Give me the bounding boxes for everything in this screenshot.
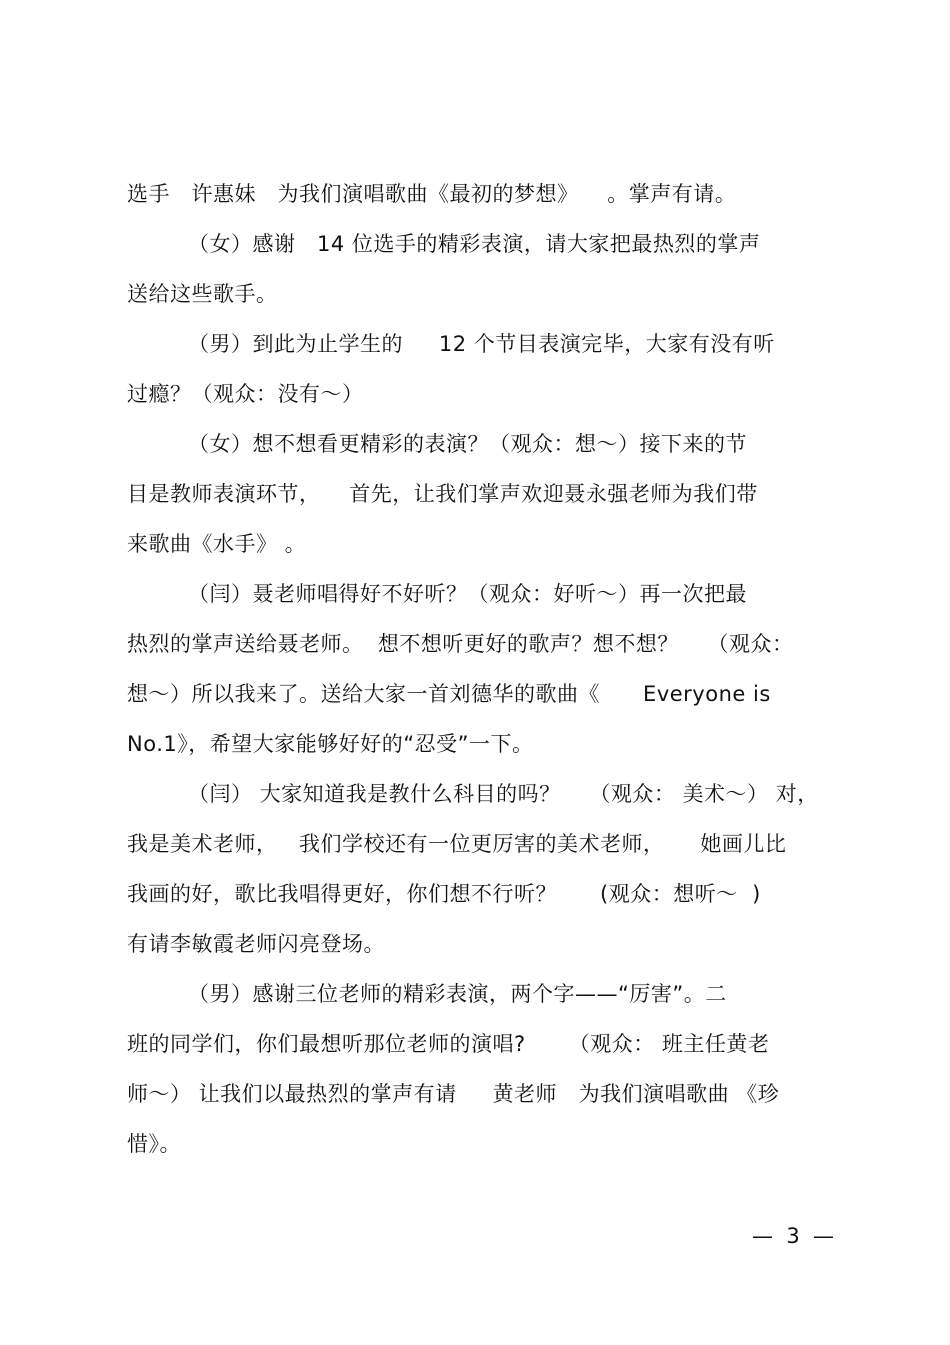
text-line: 热烈的掌声送给聂老师。 想不想听更好的歌声？想不想？ （观众： (127, 632, 794, 656)
page-number: — 3 — (752, 1224, 835, 1248)
text-line: 有请李敏霞老师闪亮登场。 (127, 932, 385, 956)
text-line: （闫）聂老师唱得好不好听？（观众：好听～）再一次把最 (188, 582, 747, 606)
text-line: 我画的好，歌比我唱得更好，你们想不行听？ (观众：想听～ ) (127, 882, 761, 906)
text-line: 惜》。 (127, 1132, 181, 1156)
text-line: 班的同学们，你们最想听那位老师的演唱? （观众： 班主任黄老 (127, 1032, 770, 1056)
text-line: （闫） 大家知道我是教什么科目的吗？ （观众： 美术～） 对， (188, 782, 819, 806)
text-line: No.1》，希望大家能够好好的“忍受”一下。 (127, 732, 534, 756)
text-line: 我是美术老师， 我们学校还有一位更厉害的美术老师， 她画儿比 (127, 832, 787, 856)
text-line: 想～）所以我来了。送给大家一首刘德华的歌曲《 Everyone is (127, 682, 771, 706)
text-line: （女）想不想看更精彩的表演？（观众：想～）接下来的节 (188, 432, 747, 456)
text-line: 目是教师表演环节， 首先，让我们掌声欢迎聂永强老师为我们带 (127, 482, 758, 506)
text-line: （男）感谢三位老师的精彩表演，两个字——“厉害”。二 (188, 982, 727, 1006)
text-line: （女）感谢 14 位选手的精彩表演，请大家把最热烈的掌声 (188, 232, 761, 256)
text-line: （男）到此为止学生的 12 个节目表演完毕，大家有没有听 (188, 332, 775, 356)
text-line: 选手 许惠妹 为我们演唱歌曲《最初的梦想》 。掌声有请。 (127, 182, 737, 206)
text-line: 送给这些歌手。 (127, 282, 278, 306)
text-line: 过瘾？（观众：没有～） (127, 382, 364, 406)
text-line: 师～） 让我们以最热烈的掌声有请 黄老师 为我们演唱歌曲 《珍 (127, 1082, 780, 1106)
text-line: 来歌曲《水手》 。 (127, 532, 307, 556)
